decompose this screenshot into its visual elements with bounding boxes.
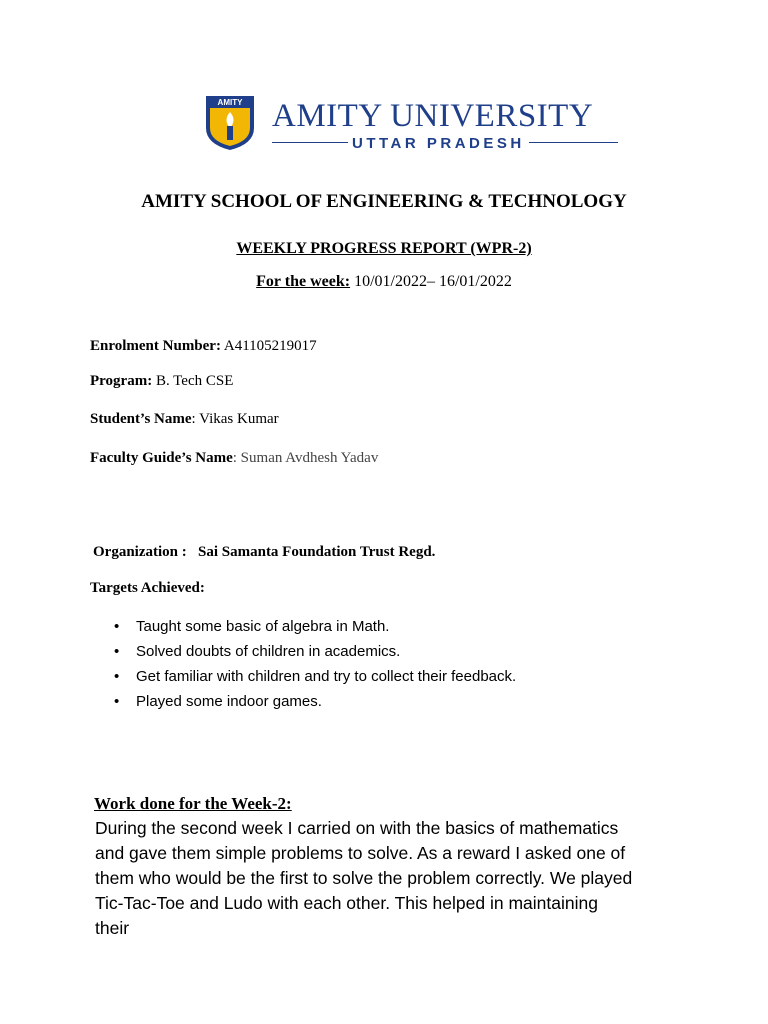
amity-emblem-icon	[204, 94, 256, 152]
enrolment-label: Enrolment Number:	[90, 338, 221, 354]
list-item: • Get familiar with children and try to collect their feedback.	[114, 668, 517, 685]
list-item: • Taught some basic of algebra in Math.	[114, 618, 390, 635]
organization-value: Sai Samanta Foundation Trust Regd.	[198, 544, 436, 560]
targets-list	[112, 617, 516, 717]
organization-label: Organization :	[93, 544, 187, 560]
paragraph-line: Tic-Tac-Toe and Ludo with each other. This helped in maintaining their	[95, 893, 598, 938]
enrolment-field	[90, 338, 317, 355]
svg-text:AMITY: AMITY	[217, 98, 243, 107]
bullet-icon: •	[114, 668, 120, 685]
enrolment-value: A41105219017	[220, 338, 317, 354]
list-item: • Played some indoor games.	[114, 693, 322, 710]
bullet-icon: •	[114, 618, 120, 635]
student-name-field	[90, 411, 279, 428]
student-name-value: : Vikas Kumar	[191, 411, 279, 427]
bullet-icon: •	[114, 643, 120, 660]
paragraph-line: and gave them simple problems to solve. As a reward I asked one of	[95, 843, 626, 863]
faculty-guide-value: : Suman Avdhesh Yadav	[232, 450, 379, 466]
paragraph-line: them who would be the first to solve the problem correctly. We played	[95, 868, 633, 888]
work-heading: Work done for the Week-2:	[94, 794, 292, 813]
bullet-icon: •	[114, 693, 120, 710]
week-range	[0, 273, 768, 291]
faculty-guide-label: Faculty Guide’s Name	[90, 450, 233, 466]
list-item: • Solved doubts of children in academics.	[114, 643, 401, 660]
program-field	[90, 373, 233, 390]
university-name: AMITY UNIVERSITY	[272, 98, 594, 134]
program-label: Program:	[90, 373, 153, 389]
targets-heading: Targets Achieved:	[90, 580, 205, 596]
university-subtitle: UTTAR PRADESH	[348, 135, 529, 152]
faculty-guide-field	[90, 450, 378, 467]
organization-field	[93, 544, 435, 561]
program-value: B. Tech CSE	[152, 373, 234, 389]
school-title: AMITY SCHOOL OF ENGINEERING & TECHNOLOGY	[141, 191, 627, 212]
paragraph-line: During the second week I carried on with the basics of mathematics	[95, 818, 619, 838]
week-label: For the week:	[256, 273, 351, 290]
report-title: WEEKLY PROGRESS REPORT (WPR-2)	[236, 240, 532, 257]
university-logo	[200, 90, 620, 154]
work-paragraph	[95, 816, 635, 941]
student-name-label: Student’s Name	[90, 411, 192, 427]
week-value: 10/01/2022– 16/01/2022	[350, 273, 512, 290]
